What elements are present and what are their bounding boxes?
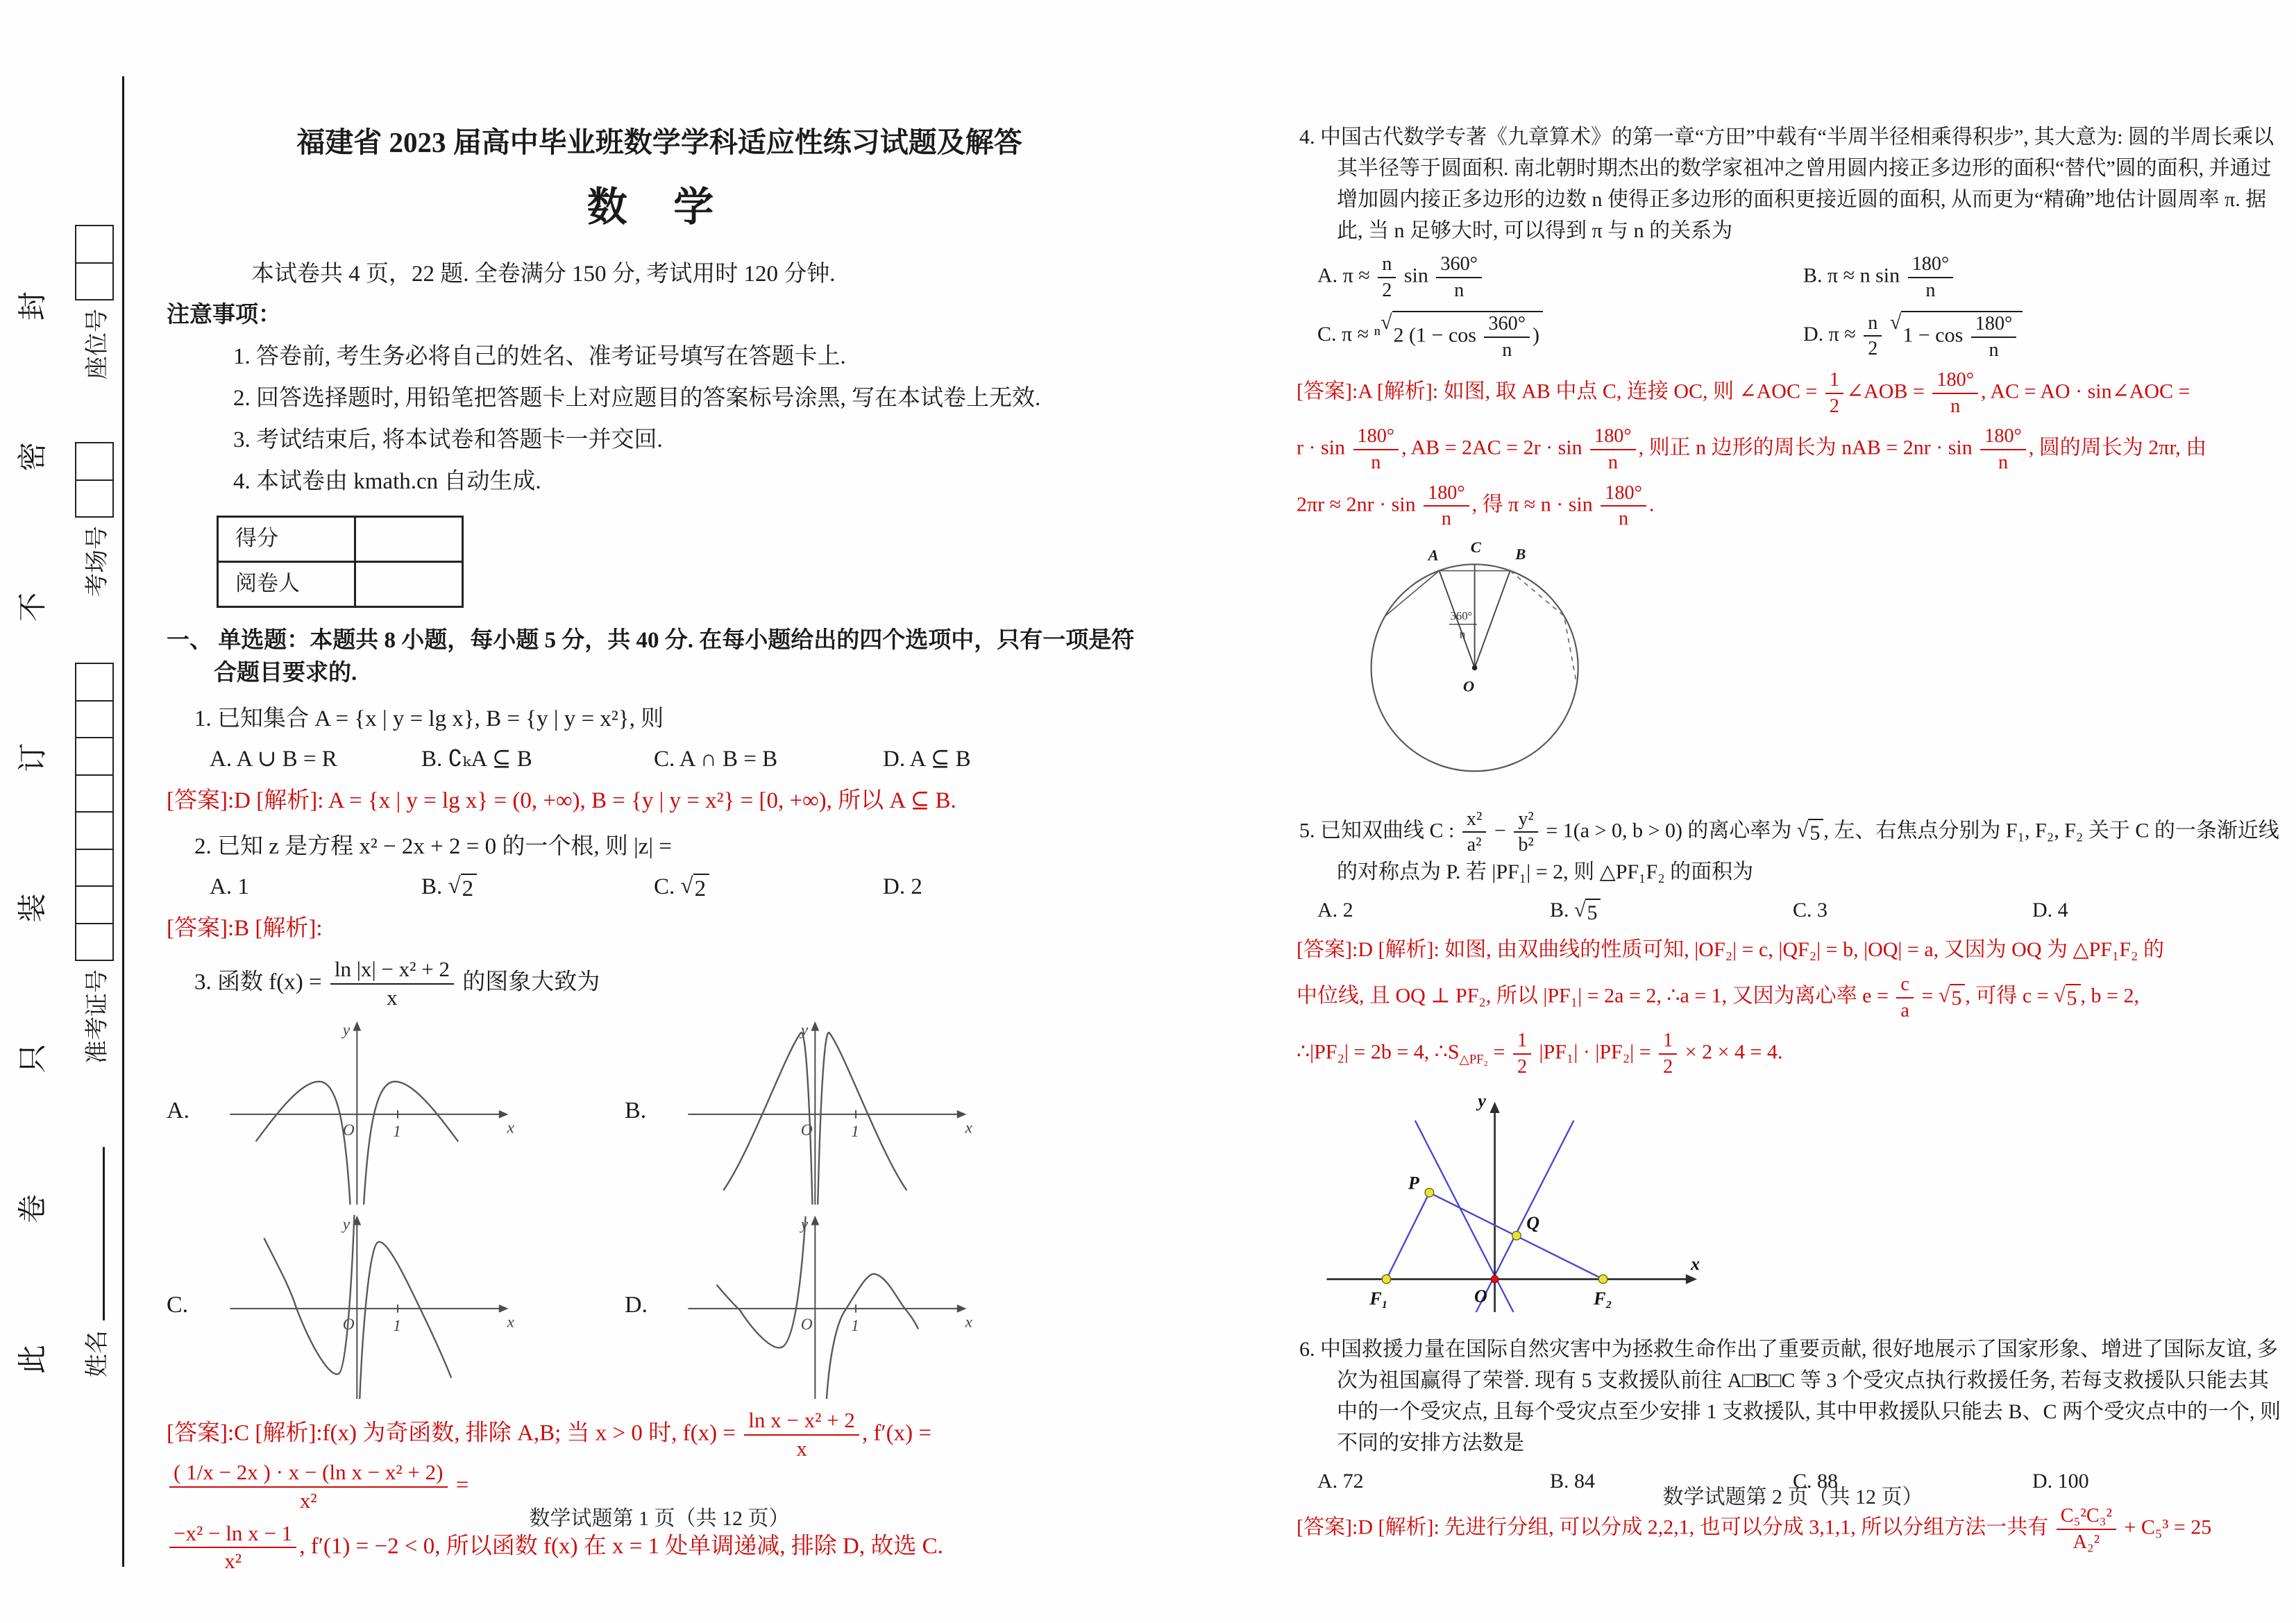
admission-number-box [75,663,114,702]
admission-number-box [75,849,114,887]
asymptote-negative [1415,1121,1514,1312]
question-5-stem: 5. 已知双曲线 C : $\frac{\text{x²}}{\text{a²}}$ − $\frac{\text{y²}}{\text{b²}}$ = 1(a > 0, b > 0) 的离心率为 √ 5 , 左、右焦点分别为 F₁, F₂, F₂ 关于 C 的一条渐近线的对称点为 P. 若 |PF₁| = 2, 则 △PF₁F₂ 的面积为 [1299,808,2279,883]
point-a-label: A [1428,546,1439,564]
origin-label: O [1474,1286,1487,1307]
q1-option-a: A. A ∪ B = R [210,747,337,772]
point-f1-label: F₁ [1369,1289,1388,1309]
seal-phrase-char: 密 [17,441,49,471]
angle-denominator: n [1459,627,1466,641]
origin-dot [1491,1275,1499,1283]
question-4-answer-line-2: r · sin $\frac{180^\circ}{n}$ , AB = 2AC = 2r · sin $\frac{180^\circ}{n}$ , 则正 n 边形的周长为 nAB = 2nr · sin $\frac{180^\circ}{n}$ , 圆的周长为 2πr, 由 [1297,425,2207,474]
y-axis-label: y [800,1215,809,1234]
q3-graph-label-c: C. [167,1292,189,1318]
q1-option-c: C. A ∩ B = B [654,747,778,772]
question-1-stem: 1. 已知集合 A = {x | y = lg x}, B = {y | y = x²}, 则 [194,706,664,732]
page1-footer: 数学试题第 1 页（共 12 页） [529,1506,790,1530]
q6-option-d: D. 100 [2032,1470,2089,1493]
note-item-4: 4. 本试卷由 kmath.cn 自动生成. [233,468,541,494]
seat-number-box [75,262,114,301]
q3-graph-option-a [167,1016,625,1206]
x-axis-label: x [507,1119,514,1137]
q4-option-a: A. π ≈ $\frac{n}{2}$ sin $\frac{360^\circ}{n}$ [1317,253,1803,301]
x-axis-label: x [965,1313,972,1332]
seat-number-boxes [75,225,114,299]
seal-phrase-char: 卷 [17,1194,49,1224]
q5-option-d: D. 4 [2032,898,2068,921]
question-2-options [167,871,1152,904]
grader-label: 阅卷人 [218,561,355,606]
seal-phrase-char: 只 [17,1044,49,1073]
point-f1 [1382,1275,1391,1284]
exam-room-label: 考场号 [84,526,110,597]
question-4-stem: 4. 中国古代数学专著《九章算术》的第一章“方田”中载有“半周半径相乘得积步”, 其大意为: 圆的半周长乘以其半径等于圆面积. 南北朝时期杰出的数学家祖冲之曾用圆内接正多边形的面积“替代”圆的面积, 并通过增加圆内接正多边形的边数 n 使得正多边形的面积更接近圆的面积, 从而更为“精确”地估计圆周率 π. 据此, 当 n 足够大时, 可以得到 π 与 n 的关系为 [1299,126,2274,242]
page2-footer: 数学试题第 2 页（共 12 页） [1662,1486,1923,1509]
point-f2 [1598,1275,1607,1284]
admission-number-field [75,663,114,1064]
question-3-stem: 3. 函数 f(x) = $\frac{\text{ln |x| − x² + 2}}{x}$ 的图象大致为 [194,957,600,1010]
q3-graph-b [669,1016,981,1206]
question-5-answer-line-3: ∴|PF₂| = 2b = 4, $\therefore S_{\triangle PF_2}$ = $\frac{1}{2}$ |PF₁| · |PF₂| = $\frac{1}{2}$ × 2 × 4 = 4. [1297,1030,1783,1078]
admission-number-box [75,811,114,850]
y-axis-label: y [800,1021,809,1039]
x-axis-label: x [965,1119,972,1137]
grader-value-cell [355,561,463,606]
note-item-2: 2. 回答选择题时, 用铅笔把答题卡上对应题目的答案标号涂黑, 写在本试卷上无效. [233,386,1041,411]
point-q [1512,1232,1521,1241]
x-axis-label: x [507,1313,514,1332]
q1-option-d: D. A ⊆ B [883,747,971,772]
point-q-label: Q [1526,1213,1540,1234]
q2-option-c: C. √ 2 [654,871,883,904]
y-axis-arrow [811,1216,819,1225]
q3-graph-option-d [625,1210,1083,1400]
question-5-figure [1317,1083,2289,1321]
admission-number-box [75,774,114,813]
center-o-label: O [1462,677,1475,695]
seat-number-field [75,225,114,380]
q3-graph-c [211,1210,523,1400]
q1-option-b: B. ∁ₖA ⊆ B [421,747,532,772]
exam-room-box [75,442,114,481]
page1-title: 福建省 2023 届高中毕业班数学学科适应性练习试题及解答 [296,126,1022,158]
y-axis-label: y [1478,1091,1486,1112]
seat-number-box [75,225,114,264]
q3-graph-label-a: A. [167,1098,190,1124]
tick-label-1: 1 [393,1122,401,1141]
seal-phrase-char: 装 [17,893,49,923]
y-axis-arrow [353,1021,361,1031]
angle-numerator: 360° [1450,609,1473,622]
polygon-edge-left [1385,570,1440,615]
origin-label: O [342,1121,355,1140]
note-item-3: 3. 考试结束后, 将本试卷和答题卡一并交回. [233,427,663,452]
question-3-answer-line-2: $\frac{\text{−x² − ln x − 1}}{\text{x²}}$ , f′(1) = −2 < 0, 所以函数 f(x) 在 x = 1 处单调递减, 排除 D, 故选 C. [167,1522,1152,1574]
center-dot [1472,665,1478,670]
exam-intro: 本试卷共 4 页，22 题. 全卷满分 150 分, 考试用时 120 分钟. [251,261,836,287]
name-field-label: 姓名 [84,1330,110,1377]
y-axis-label: y [342,1215,351,1234]
page-1 [167,0,1152,1574]
name-field-line [85,1147,105,1320]
q2-option-a: A. 1 [210,874,249,899]
question-3-graphs [167,1016,1152,1400]
y-axis-arrow [811,1021,819,1031]
curve-right [360,1242,451,1399]
q3-graph-label-d: D. [625,1292,648,1318]
exam-room-boxes [75,442,114,516]
x-axis-label: x [1691,1254,1700,1275]
origin-label: O [342,1316,355,1334]
curve-right [818,1033,906,1205]
q5-option-c: C. 3 [1793,898,1828,921]
question-6-stem: 6. 中国救援力量在国际自然灾害中为拯救生命作出了重要贡献, 很好地展示了国家形象、增进了国际友谊, 多次为祖国赢得了荣誉. 现有 5 支救援队前往 A□B□C 等 3 个受灾点执行救援任务, 若每支救援队只能去其中的一个受灾点, 且每个受灾点至少安排 1 支救援队, 其中甲救援队只能去 B、C 两个受灾点中的一个, 则不同的安排方法数是 [1299,1338,2281,1455]
x-axis-arrow [499,1110,509,1119]
point-p [1425,1189,1434,1198]
binding-separator-line [122,76,124,1567]
circle-figure [1352,537,1609,787]
point-p-label: P [1408,1173,1419,1193]
admission-number-label: 准考证号 [84,969,110,1064]
asymptote-positive [1476,1121,1574,1312]
admission-number-box [75,923,114,962]
segment-f1-p [1387,1193,1430,1280]
q4-option-b: B. π ≈ n sin $\frac{180^\circ}{n}$ [1803,253,2289,301]
q4-option-c: C. π ≈ ⁿ √ 2 (1 − cos $\frac{360^\circ}{n}$ ) [1317,311,1803,361]
point-f2-label: F₂ [1594,1289,1612,1309]
curve-right [364,1082,458,1205]
x-axis-arrow [957,1110,967,1119]
y-axis-arrow [1489,1102,1499,1113]
admission-number-boxes [75,663,114,960]
q6-option-c: C. 88 [1793,1470,1839,1493]
q4-option-d: D. π ≈ $\frac{n}{2}$ √ 1 − cos $\frac{180^\circ}{n}$ [1803,311,2289,361]
tick-label-1: 1 [393,1316,401,1335]
question-2-answer: [答案]:B [解析]: [167,915,323,941]
q3-graph-option-b [625,1016,1083,1206]
q3-graph-option-c [167,1210,625,1400]
curve-left [723,1033,812,1205]
q5-option-a: A. 2 [1317,898,1353,921]
section-1-header: 一、 单选题：本题共 8 小题，每小题 5 分，共 40 分. 在每小题给出的四个选项中，只有一项是符合题目要求的. [167,627,1135,686]
question-6-answer: [答案]:D [解析]: 先进行分组, 可以分成 2,2,1, 也可以分成 3,1,1, 所以分组方法一共有 $\frac{\text{C₅²C₃²}}{\text{A₂²}}$ + C₅³ = 25 [1297,1505,2212,1553]
question-4-figure [1352,537,2289,796]
score-label: 得分 [218,516,355,561]
hyperbola-figure [1317,1083,1703,1312]
admission-number-box [75,700,114,739]
origin-label: O [800,1316,813,1334]
page-2 [1297,0,2289,1553]
question-4-answer-line-1: [答案]:A [解析]: 如图, 取 AB 中点 C, 连接 OC, 则 ∠AOC = $\frac{1}{2}$ ∠AOB = $\frac{180^\circ}{n}$ , AC = AO · sin∠AOC = [1297,369,2191,417]
binding-margin [10,219,114,1447]
y-axis-label: y [342,1021,351,1039]
question-5-answer-line-1: [答案]:D [解析]: 如图, 由双曲线的性质可知, |OF₂| = c, |QF₂| = b, |OQ| = a, 又因为 OQ 为 △PF₁F₂ 的 [1297,937,2165,961]
curve-left [256,1082,351,1205]
q6-option-b: B. 84 [1550,1470,1596,1493]
tick-label-1: 1 [851,1122,859,1141]
q3-graph-d [669,1210,981,1400]
seal-phrase-char: 不 [17,592,49,622]
question-4-answer-line-3: 2πr ≈ 2nr · sin $\frac{180^\circ}{n}$ , 得 π ≈ n · sin $\frac{180^\circ}{n}$ . [1297,482,1655,530]
question-1-options [167,743,1152,776]
question-5-options [1297,894,2289,926]
seal-fields [75,219,114,1447]
x-axis-arrow [499,1305,509,1313]
question-4-options [1297,253,2289,361]
question-2-stem: 2. 已知 z 是方程 x² − 2x + 2 = 0 的一个根, 则 |z| = [194,833,672,859]
curve-left [264,1215,354,1374]
q5-option-b: B. √ 5 [1550,894,1793,926]
seal-phrase-char: 此 [17,1344,49,1374]
question-3-answer-line-1: [答案]:C [解析]:f(x) 为奇函数, 排除 A,B; 当 x > 0 时, f(x) = $\frac{\text{ln x − x² + 2}}{x}$ , f′(x) = $\frac{\text{( 1/x − 2x ) · x − (ln x − x² + 2)}}{\text{x²}}$ = [167,1407,931,1513]
seat-number-label: 座位号 [84,309,110,380]
seal-phrase [10,219,51,1447]
admission-number-box [75,885,114,924]
q3-graph-label-b: B. [625,1098,647,1124]
seal-phrase-char: 订 [17,742,49,772]
subject-title: 数 学 [586,185,732,230]
question-5-answer-line-2: 中位线, 且 OQ ⊥ PF₂, 所以 |PF₁| = 2a = 2, ∴a = 1, 又因为离心率 e = $\frac{c}{a}$ = √ 5 , 可得 c = √ 5 , b = 2, [1297,973,2139,1021]
q2-option-b: B. √ 2 [421,871,654,904]
score-table [217,516,464,608]
origin-label: O [800,1121,813,1140]
name-field [78,1147,112,1377]
score-value-cell [355,516,463,561]
polygon-edge-dashed [1510,570,1576,682]
q6-option-a: A. 72 [1317,1470,1364,1493]
x-axis-arrow [957,1305,967,1313]
point-c-label: C [1470,538,1481,556]
curve-right [827,1274,918,1399]
seal-phrase-char: 封 [17,291,49,321]
exam-room-box [75,479,114,518]
x-axis-arrow [1686,1275,1697,1284]
q3-graph-a [211,1016,523,1206]
note-item-1: 1. 答卷前, 考生务必将自己的姓名、准考证号填写在答题卡上. [233,344,846,370]
question-1-answer: [答案]:D [解析]: A = {x | y = lg x} = (0, +∞), B = {y | y = x²} = [0, +∞), 所以 A ⊆ B. [167,788,956,813]
exam-room-field [75,442,114,597]
q2-option-d: D. 2 [883,874,922,899]
radius-ob [1475,570,1510,668]
admission-number-box [75,737,114,776]
tick-label-1: 1 [851,1316,859,1335]
point-b-label: B [1515,545,1526,563]
curve-left [716,1216,805,1348]
notice-title: 注意事项： [167,303,281,328]
